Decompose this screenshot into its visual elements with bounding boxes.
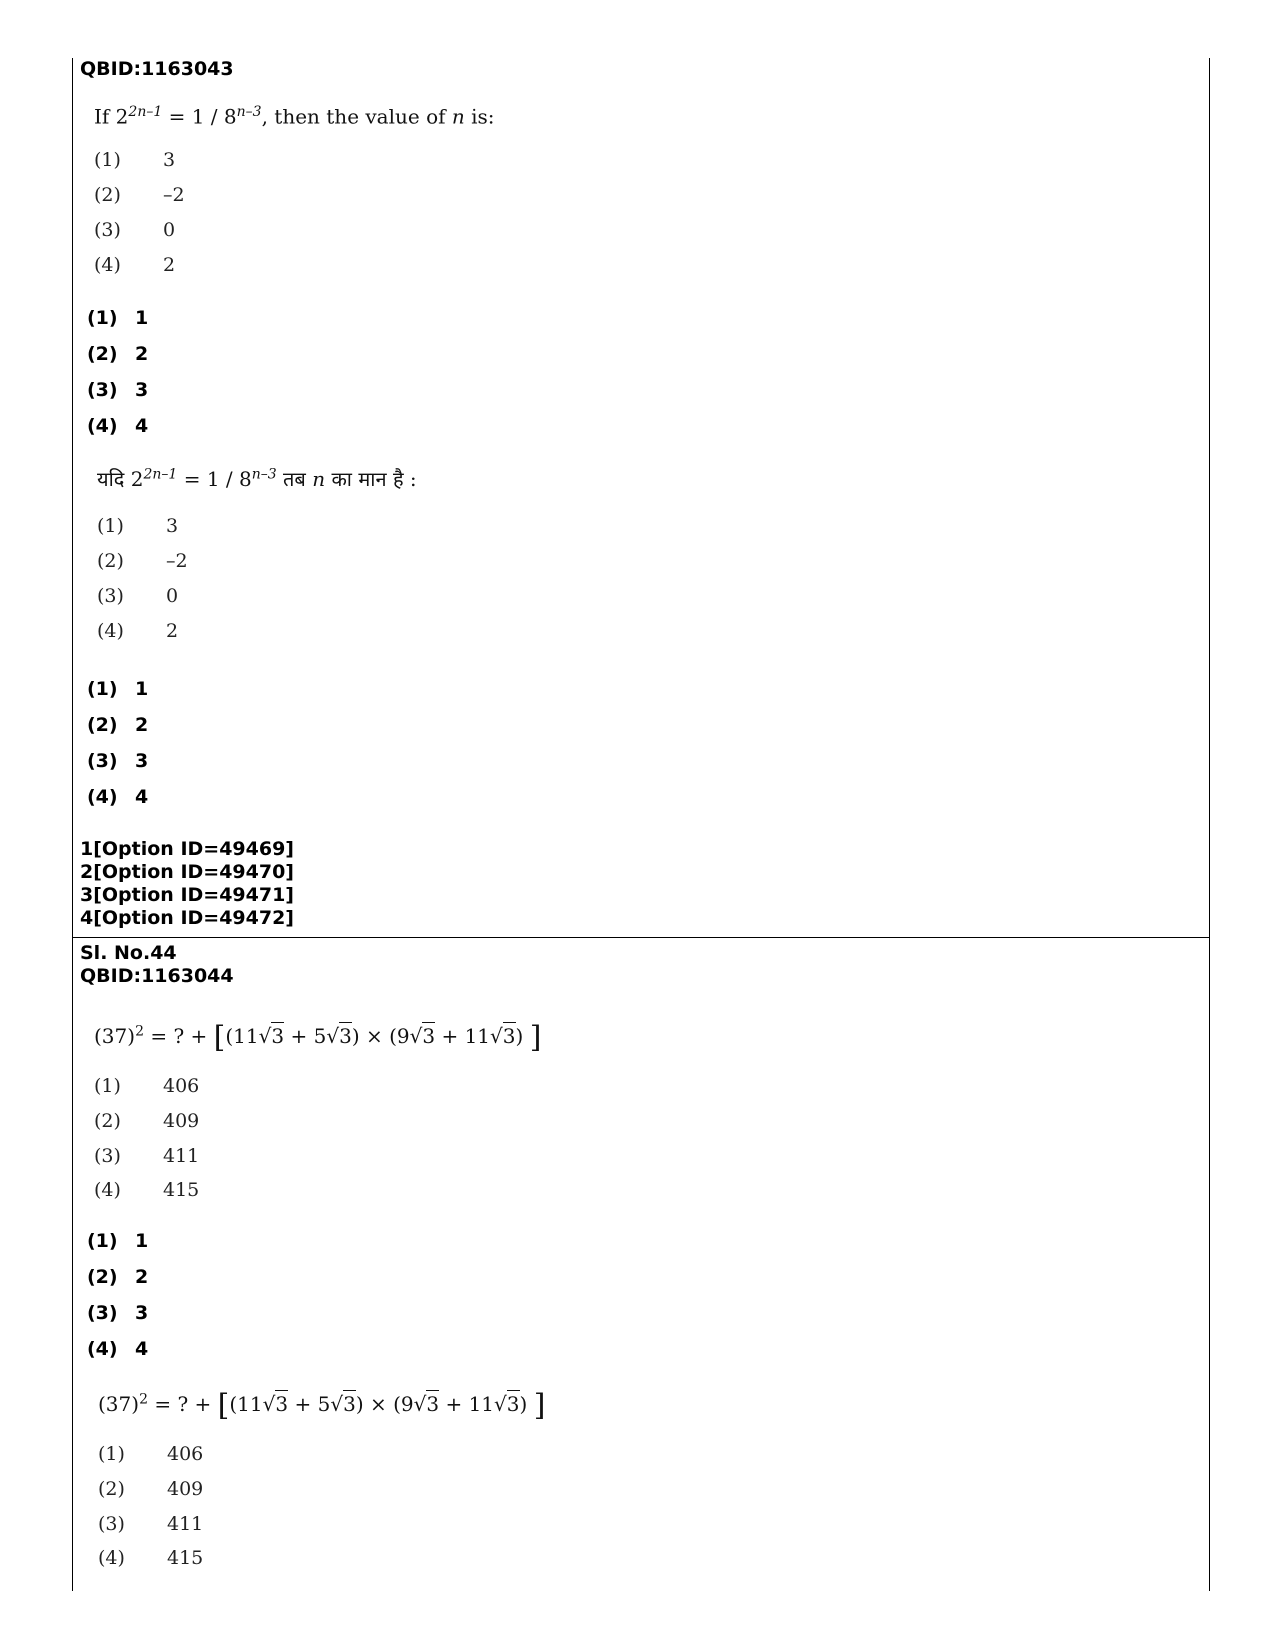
answer-choice[interactable]: (2) 2 (87, 1266, 149, 1288)
answer-choice[interactable]: (3) 3 (87, 379, 149, 401)
option-id: 4[Option ID=49472] (80, 907, 294, 929)
right-border (1209, 58, 1210, 1591)
option-id: 2[Option ID=49470] (80, 861, 294, 883)
qbid-44: QBID:1163044 (80, 965, 234, 987)
answer-choice[interactable]: (3) 3 (87, 750, 149, 772)
question-44-hindi-equation: $(37)^2$ = ? + [(11√3 + 5√3) × (9√3 + 11√3) ] (98, 1388, 546, 1423)
serial-number-44: Sl. No.44 (80, 942, 177, 964)
option-id: 1[Option ID=49469] (80, 838, 294, 860)
answer-choice[interactable]: (2) 2 (87, 343, 149, 365)
question-43-hindi-text: यदि $2^{2n-1} = 1 / 8^{n-3}$ तब n का मान है : (97, 466, 417, 491)
answer-choice[interactable]: (2) 2 (87, 714, 149, 736)
answer-choice[interactable]: (1) 1 (87, 307, 149, 329)
answer-choice[interactable]: (1) 1 (87, 1230, 149, 1252)
question-44-equation: $(37)^2$ = ? + [(11√3 + 5√3) × (9√3 + 11√3) ] (94, 1020, 542, 1055)
option-id-list (80, 838, 294, 930)
answer-choice[interactable]: (3) 3 (87, 1302, 149, 1324)
left-border (72, 58, 73, 1591)
question-divider (72, 937, 1210, 938)
option-id: 3[Option ID=49471] (80, 884, 294, 906)
answer-choice[interactable]: (4) 4 (87, 786, 149, 808)
answer-choice[interactable]: (4) 4 (87, 1338, 149, 1360)
question-43-english-text: If $2^{2n-1} = 1 / 8^{n-3}$, then the value of n is: (94, 104, 495, 129)
answer-choice[interactable]: (4) 4 (87, 415, 149, 437)
answer-choice[interactable]: (1) 1 (87, 678, 149, 700)
qbid-43: QBID:1163043 (80, 58, 234, 80)
